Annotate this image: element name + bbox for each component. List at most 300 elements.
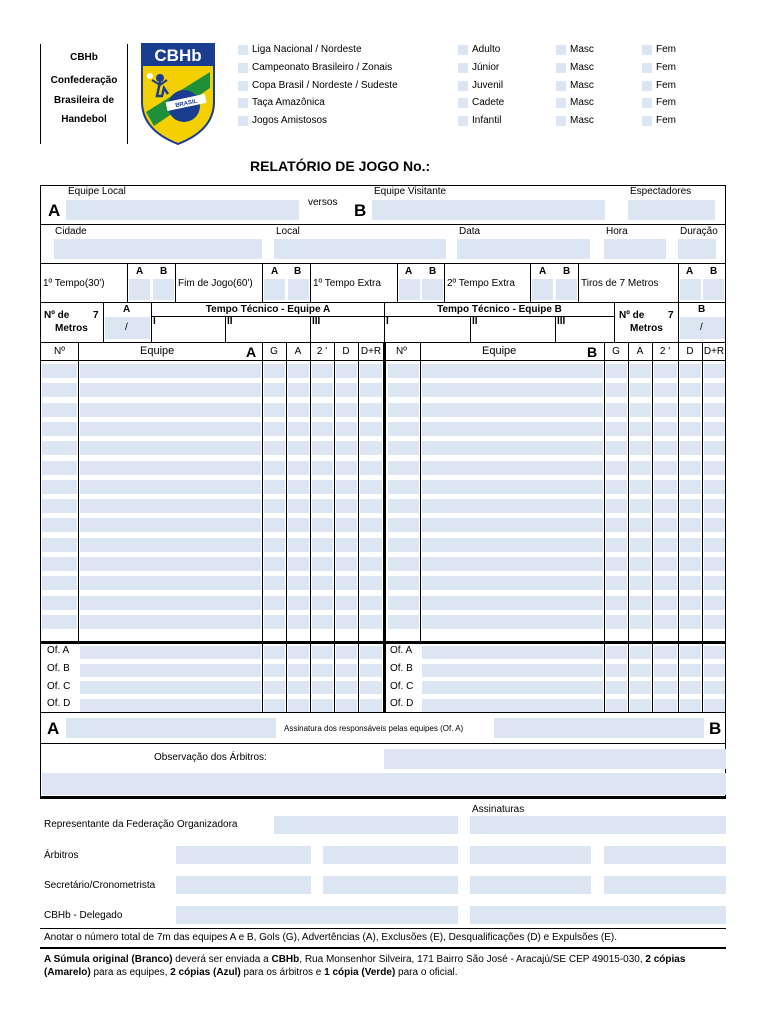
roster-cell[interactable] bbox=[288, 441, 309, 455]
roster-cell[interactable] bbox=[654, 557, 677, 571]
official-cell[interactable] bbox=[360, 681, 382, 694]
roster-cell[interactable] bbox=[80, 615, 261, 629]
official-cell[interactable] bbox=[680, 664, 701, 677]
roster-cell[interactable] bbox=[336, 403, 357, 417]
roster-cell[interactable] bbox=[336, 364, 357, 378]
roster-cell[interactable] bbox=[80, 422, 261, 436]
arbitros-sig-4[interactable] bbox=[604, 846, 726, 864]
roster-cell[interactable] bbox=[360, 518, 382, 532]
roster-cell[interactable] bbox=[630, 518, 651, 532]
roster-cell[interactable] bbox=[422, 557, 603, 571]
espectadores-field[interactable] bbox=[628, 200, 715, 220]
roster-cell[interactable] bbox=[42, 518, 77, 532]
roster-cell[interactable] bbox=[360, 461, 382, 475]
roster-cell[interactable] bbox=[680, 422, 701, 436]
roster-cell[interactable] bbox=[422, 596, 603, 610]
roster-cell[interactable] bbox=[360, 596, 382, 610]
roster-cell[interactable] bbox=[264, 403, 285, 417]
roster-cell[interactable] bbox=[606, 499, 627, 513]
roster-cell[interactable] bbox=[630, 615, 651, 629]
roster-cell[interactable] bbox=[388, 422, 419, 436]
roster-cell[interactable] bbox=[264, 364, 285, 378]
official-cell[interactable] bbox=[360, 699, 382, 712]
roster-cell[interactable] bbox=[606, 615, 627, 629]
roster-cell[interactable] bbox=[704, 441, 725, 455]
extra1-b-field[interactable] bbox=[422, 279, 443, 300]
roster-cell[interactable] bbox=[336, 383, 357, 397]
fim-a-field[interactable] bbox=[264, 279, 285, 300]
roster-cell[interactable] bbox=[680, 576, 701, 590]
official-cell[interactable] bbox=[80, 681, 261, 694]
roster-cell[interactable] bbox=[680, 538, 701, 552]
roster-cell[interactable] bbox=[422, 403, 603, 417]
roster-cell[interactable] bbox=[654, 383, 677, 397]
roster-cell[interactable] bbox=[264, 596, 285, 610]
competition-checkbox-3[interactable] bbox=[238, 81, 248, 91]
roster-cell[interactable] bbox=[680, 364, 701, 378]
roster-cell[interactable] bbox=[606, 538, 627, 552]
secretario-sig-1[interactable] bbox=[176, 876, 311, 894]
roster-cell[interactable] bbox=[654, 538, 677, 552]
roster-cell[interactable] bbox=[680, 596, 701, 610]
roster-cell[interactable] bbox=[312, 538, 333, 552]
masc-checkbox-5[interactable] bbox=[556, 116, 566, 126]
roster-cell[interactable] bbox=[680, 499, 701, 513]
roster-cell[interactable] bbox=[704, 422, 725, 436]
roster-cell[interactable] bbox=[264, 383, 285, 397]
roster-cell[interactable] bbox=[360, 615, 382, 629]
official-cell[interactable] bbox=[680, 681, 701, 694]
official-cell[interactable] bbox=[606, 646, 627, 659]
roster-cell[interactable] bbox=[630, 441, 651, 455]
official-cell[interactable] bbox=[360, 664, 382, 677]
roster-cell[interactable] bbox=[388, 499, 419, 513]
roster-cell[interactable] bbox=[42, 461, 77, 475]
delegado-sig-1[interactable] bbox=[176, 906, 458, 924]
roster-cell[interactable] bbox=[42, 364, 77, 378]
duracao-field[interactable] bbox=[678, 239, 716, 259]
roster-cell[interactable] bbox=[422, 499, 603, 513]
roster-cell[interactable] bbox=[336, 422, 357, 436]
official-cell[interactable] bbox=[630, 664, 651, 677]
roster-cell[interactable] bbox=[704, 557, 725, 571]
roster-cell[interactable] bbox=[42, 538, 77, 552]
category-checkbox-1[interactable] bbox=[458, 45, 468, 55]
roster-cell[interactable] bbox=[288, 461, 309, 475]
tiros-b-field[interactable] bbox=[703, 279, 724, 300]
roster-cell[interactable] bbox=[606, 596, 627, 610]
roster-cell[interactable] bbox=[654, 403, 677, 417]
roster-cell[interactable] bbox=[680, 403, 701, 417]
category-checkbox-5[interactable] bbox=[458, 116, 468, 126]
official-cell[interactable] bbox=[422, 646, 603, 659]
data-field[interactable] bbox=[457, 239, 590, 259]
masc-checkbox-1[interactable] bbox=[556, 45, 566, 55]
roster-cell[interactable] bbox=[80, 518, 261, 532]
roster-cell[interactable] bbox=[388, 364, 419, 378]
equipe-local-field[interactable] bbox=[66, 200, 299, 220]
roster-cell[interactable] bbox=[80, 499, 261, 513]
roster-cell[interactable] bbox=[654, 480, 677, 494]
official-cell[interactable] bbox=[360, 646, 382, 659]
roster-cell[interactable] bbox=[704, 538, 725, 552]
official-cell[interactable] bbox=[336, 664, 357, 677]
roster-cell[interactable] bbox=[606, 441, 627, 455]
roster-cell[interactable] bbox=[312, 461, 333, 475]
roster-cell[interactable] bbox=[606, 364, 627, 378]
roster-cell[interactable] bbox=[42, 403, 77, 417]
roster-cell[interactable] bbox=[264, 518, 285, 532]
roster-cell[interactable] bbox=[336, 441, 357, 455]
roster-cell[interactable] bbox=[704, 615, 725, 629]
secretario-sig-2[interactable] bbox=[323, 876, 458, 894]
roster-cell[interactable] bbox=[288, 576, 309, 590]
roster-cell[interactable] bbox=[388, 403, 419, 417]
roster-cell[interactable] bbox=[288, 403, 309, 417]
roster-cell[interactable] bbox=[654, 364, 677, 378]
roster-cell[interactable] bbox=[388, 538, 419, 552]
roster-cell[interactable] bbox=[654, 499, 677, 513]
official-cell[interactable] bbox=[288, 699, 309, 712]
obs-field-2[interactable] bbox=[42, 773, 726, 795]
roster-cell[interactable] bbox=[336, 576, 357, 590]
official-cell[interactable] bbox=[680, 699, 701, 712]
official-cell[interactable] bbox=[288, 681, 309, 694]
roster-cell[interactable] bbox=[312, 383, 333, 397]
roster-cell[interactable] bbox=[288, 383, 309, 397]
local-field[interactable] bbox=[274, 239, 446, 259]
roster-cell[interactable] bbox=[606, 403, 627, 417]
roster-cell[interactable] bbox=[704, 383, 725, 397]
extra2-a-field[interactable] bbox=[532, 279, 553, 300]
roster-cell[interactable] bbox=[80, 441, 261, 455]
official-cell[interactable] bbox=[422, 699, 603, 712]
roster-cell[interactable] bbox=[42, 383, 77, 397]
roster-cell[interactable] bbox=[606, 576, 627, 590]
roster-cell[interactable] bbox=[680, 615, 701, 629]
roster-cell[interactable] bbox=[422, 364, 603, 378]
official-cell[interactable] bbox=[264, 699, 285, 712]
roster-cell[interactable] bbox=[422, 480, 603, 494]
fem-checkbox-2[interactable] bbox=[642, 63, 652, 73]
roster-cell[interactable] bbox=[80, 576, 261, 590]
obs-field-1[interactable] bbox=[384, 749, 726, 769]
official-cell[interactable] bbox=[630, 699, 651, 712]
roster-cell[interactable] bbox=[288, 596, 309, 610]
tempo1-b-field[interactable] bbox=[153, 279, 174, 300]
roster-cell[interactable] bbox=[312, 499, 333, 513]
roster-cell[interactable] bbox=[680, 441, 701, 455]
roster-cell[interactable] bbox=[630, 576, 651, 590]
roster-cell[interactable] bbox=[288, 518, 309, 532]
roster-cell[interactable] bbox=[630, 499, 651, 513]
roster-cell[interactable] bbox=[654, 615, 677, 629]
representante-sig-1[interactable] bbox=[274, 816, 458, 834]
official-cell[interactable] bbox=[654, 681, 677, 694]
roster-cell[interactable] bbox=[654, 596, 677, 610]
official-cell[interactable] bbox=[630, 681, 651, 694]
official-cell[interactable] bbox=[288, 664, 309, 677]
roster-cell[interactable] bbox=[312, 364, 333, 378]
roster-cell[interactable] bbox=[388, 576, 419, 590]
signature-a-field[interactable] bbox=[66, 718, 276, 738]
official-cell[interactable] bbox=[264, 646, 285, 659]
competition-checkbox-5[interactable] bbox=[238, 116, 248, 126]
competition-checkbox-1[interactable] bbox=[238, 45, 248, 55]
roster-cell[interactable] bbox=[606, 461, 627, 475]
roster-cell[interactable] bbox=[704, 364, 725, 378]
roster-cell[interactable] bbox=[336, 538, 357, 552]
roster-cell[interactable] bbox=[654, 441, 677, 455]
roster-cell[interactable] bbox=[680, 557, 701, 571]
roster-cell[interactable] bbox=[312, 576, 333, 590]
roster-cell[interactable] bbox=[422, 518, 603, 532]
roster-cell[interactable] bbox=[422, 461, 603, 475]
roster-cell[interactable] bbox=[264, 480, 285, 494]
roster-cell[interactable] bbox=[606, 557, 627, 571]
roster-cell[interactable] bbox=[312, 422, 333, 436]
roster-cell[interactable] bbox=[336, 480, 357, 494]
roster-cell[interactable] bbox=[42, 557, 77, 571]
masc-checkbox-4[interactable] bbox=[556, 98, 566, 108]
roster-cell[interactable] bbox=[360, 441, 382, 455]
roster-cell[interactable] bbox=[654, 461, 677, 475]
roster-cell[interactable] bbox=[360, 557, 382, 571]
roster-cell[interactable] bbox=[630, 364, 651, 378]
roster-cell[interactable] bbox=[336, 557, 357, 571]
roster-cell[interactable] bbox=[80, 557, 261, 571]
report-number-field[interactable] bbox=[470, 156, 700, 174]
roster-cell[interactable] bbox=[312, 441, 333, 455]
roster-cell[interactable] bbox=[312, 557, 333, 571]
roster-cell[interactable] bbox=[680, 383, 701, 397]
official-cell[interactable] bbox=[80, 664, 261, 677]
roster-cell[interactable] bbox=[42, 596, 77, 610]
roster-cell[interactable] bbox=[388, 480, 419, 494]
roster-cell[interactable] bbox=[388, 518, 419, 532]
roster-cell[interactable] bbox=[312, 596, 333, 610]
official-cell[interactable] bbox=[630, 646, 651, 659]
roster-cell[interactable] bbox=[264, 441, 285, 455]
fem-checkbox-4[interactable] bbox=[642, 98, 652, 108]
fem-checkbox-1[interactable] bbox=[642, 45, 652, 55]
tempo1-a-field[interactable] bbox=[129, 279, 150, 300]
roster-cell[interactable] bbox=[704, 596, 725, 610]
roster-cell[interactable] bbox=[630, 596, 651, 610]
roster-cell[interactable] bbox=[680, 518, 701, 532]
roster-cell[interactable] bbox=[80, 461, 261, 475]
official-cell[interactable] bbox=[654, 699, 677, 712]
official-cell[interactable] bbox=[422, 681, 603, 694]
roster-cell[interactable] bbox=[704, 518, 725, 532]
roster-cell[interactable] bbox=[704, 576, 725, 590]
official-cell[interactable] bbox=[80, 699, 261, 712]
official-cell[interactable] bbox=[264, 681, 285, 694]
roster-cell[interactable] bbox=[336, 596, 357, 610]
roster-cell[interactable] bbox=[360, 538, 382, 552]
masc-checkbox-3[interactable] bbox=[556, 81, 566, 91]
category-checkbox-4[interactable] bbox=[458, 98, 468, 108]
roster-cell[interactable] bbox=[388, 615, 419, 629]
secretario-sig-3[interactable] bbox=[470, 876, 591, 894]
official-cell[interactable] bbox=[312, 681, 333, 694]
roster-cell[interactable] bbox=[704, 461, 725, 475]
roster-cell[interactable] bbox=[42, 615, 77, 629]
roster-cell[interactable] bbox=[288, 615, 309, 629]
roster-cell[interactable] bbox=[336, 461, 357, 475]
roster-cell[interactable] bbox=[606, 383, 627, 397]
official-cell[interactable] bbox=[288, 646, 309, 659]
representante-sig-2[interactable] bbox=[470, 816, 726, 834]
roster-cell[interactable] bbox=[704, 499, 725, 513]
roster-cell[interactable] bbox=[312, 518, 333, 532]
roster-cell[interactable] bbox=[80, 480, 261, 494]
roster-cell[interactable] bbox=[360, 499, 382, 513]
roster-cell[interactable] bbox=[336, 499, 357, 513]
roster-cell[interactable] bbox=[288, 557, 309, 571]
fim-b-field[interactable] bbox=[288, 279, 309, 300]
roster-cell[interactable] bbox=[264, 576, 285, 590]
roster-cell[interactable] bbox=[630, 461, 651, 475]
secretario-sig-4[interactable] bbox=[604, 876, 726, 894]
official-cell[interactable] bbox=[336, 646, 357, 659]
roster-cell[interactable] bbox=[80, 538, 261, 552]
roster-cell[interactable] bbox=[42, 499, 77, 513]
roster-cell[interactable] bbox=[312, 403, 333, 417]
roster-cell[interactable] bbox=[264, 499, 285, 513]
official-cell[interactable] bbox=[704, 646, 725, 659]
masc-checkbox-2[interactable] bbox=[556, 63, 566, 73]
official-cell[interactable] bbox=[80, 646, 261, 659]
roster-cell[interactable] bbox=[360, 576, 382, 590]
category-checkbox-3[interactable] bbox=[458, 81, 468, 91]
arbitros-sig-3[interactable] bbox=[470, 846, 591, 864]
extra2-b-field[interactable] bbox=[556, 279, 577, 300]
roster-cell[interactable] bbox=[654, 576, 677, 590]
roster-cell[interactable] bbox=[264, 422, 285, 436]
official-cell[interactable] bbox=[704, 699, 725, 712]
official-cell[interactable] bbox=[336, 699, 357, 712]
roster-cell[interactable] bbox=[388, 596, 419, 610]
roster-cell[interactable] bbox=[288, 538, 309, 552]
arbitros-sig-2[interactable] bbox=[323, 846, 458, 864]
roster-cell[interactable] bbox=[680, 461, 701, 475]
roster-cell[interactable] bbox=[288, 499, 309, 513]
roster-cell[interactable] bbox=[654, 518, 677, 532]
roster-cell[interactable] bbox=[422, 422, 603, 436]
roster-cell[interactable] bbox=[630, 557, 651, 571]
roster-cell[interactable] bbox=[388, 461, 419, 475]
official-cell[interactable] bbox=[312, 664, 333, 677]
roster-cell[interactable] bbox=[388, 557, 419, 571]
official-cell[interactable] bbox=[606, 699, 627, 712]
category-checkbox-2[interactable] bbox=[458, 63, 468, 73]
arbitros-sig-1[interactable] bbox=[176, 846, 311, 864]
roster-cell[interactable] bbox=[388, 383, 419, 397]
official-cell[interactable] bbox=[336, 681, 357, 694]
roster-cell[interactable] bbox=[630, 480, 651, 494]
roster-cell[interactable] bbox=[42, 422, 77, 436]
roster-cell[interactable] bbox=[360, 364, 382, 378]
official-cell[interactable] bbox=[654, 664, 677, 677]
roster-cell[interactable] bbox=[288, 364, 309, 378]
roster-cell[interactable] bbox=[704, 403, 725, 417]
official-cell[interactable] bbox=[704, 664, 725, 677]
roster-cell[interactable] bbox=[606, 480, 627, 494]
roster-cell[interactable] bbox=[630, 422, 651, 436]
roster-cell[interactable] bbox=[264, 615, 285, 629]
competition-checkbox-4[interactable] bbox=[238, 98, 248, 108]
official-cell[interactable] bbox=[704, 681, 725, 694]
roster-cell[interactable] bbox=[422, 615, 603, 629]
fem-checkbox-3[interactable] bbox=[642, 81, 652, 91]
roster-cell[interactable] bbox=[264, 538, 285, 552]
roster-cell[interactable] bbox=[312, 615, 333, 629]
roster-cell[interactable] bbox=[704, 480, 725, 494]
roster-cell[interactable] bbox=[264, 557, 285, 571]
roster-cell[interactable] bbox=[80, 383, 261, 397]
official-cell[interactable] bbox=[264, 664, 285, 677]
competition-checkbox-2[interactable] bbox=[238, 63, 248, 73]
roster-cell[interactable] bbox=[80, 596, 261, 610]
roster-cell[interactable] bbox=[422, 441, 603, 455]
roster-cell[interactable] bbox=[388, 441, 419, 455]
roster-cell[interactable] bbox=[42, 576, 77, 590]
roster-cell[interactable] bbox=[288, 422, 309, 436]
roster-cell[interactable] bbox=[422, 538, 603, 552]
roster-cell[interactable] bbox=[630, 538, 651, 552]
roster-cell[interactable] bbox=[360, 383, 382, 397]
roster-cell[interactable] bbox=[80, 403, 261, 417]
official-cell[interactable] bbox=[606, 664, 627, 677]
local-label: Local bbox=[276, 226, 300, 237]
roster-cell[interactable] bbox=[422, 576, 603, 590]
official-cell[interactable] bbox=[312, 646, 333, 659]
roster-cell[interactable] bbox=[312, 480, 333, 494]
official-cell[interactable] bbox=[680, 646, 701, 659]
signature-b-field[interactable] bbox=[494, 718, 704, 738]
roster-cell[interactable] bbox=[360, 422, 382, 436]
roster-cell[interactable] bbox=[654, 422, 677, 436]
roster-cell[interactable] bbox=[264, 461, 285, 475]
roster-cell[interactable] bbox=[630, 383, 651, 397]
roster-cell[interactable] bbox=[336, 615, 357, 629]
official-cell[interactable] bbox=[654, 646, 677, 659]
roster-cell[interactable] bbox=[680, 480, 701, 494]
roster-cell[interactable] bbox=[422, 383, 603, 397]
equipe-visitante-field[interactable] bbox=[372, 200, 605, 220]
roster-cell[interactable] bbox=[606, 422, 627, 436]
roster-cell[interactable] bbox=[288, 480, 309, 494]
roster-cell[interactable] bbox=[42, 441, 77, 455]
roster-cell[interactable] bbox=[336, 518, 357, 532]
roster-cell[interactable] bbox=[360, 403, 382, 417]
roster-cell[interactable] bbox=[606, 518, 627, 532]
official-cell[interactable] bbox=[312, 699, 333, 712]
cidade-field[interactable] bbox=[54, 239, 262, 259]
roster-cell[interactable] bbox=[630, 403, 651, 417]
official-cell[interactable] bbox=[422, 664, 603, 677]
hora-field[interactable] bbox=[604, 239, 666, 259]
extra1-a-field[interactable] bbox=[399, 279, 420, 300]
official-cell[interactable] bbox=[606, 681, 627, 694]
tiros-a-field[interactable] bbox=[680, 279, 701, 300]
roster-cell[interactable] bbox=[360, 480, 382, 494]
roster-cell[interactable] bbox=[80, 364, 261, 378]
roster-cell[interactable] bbox=[42, 480, 77, 494]
delegado-sig-2[interactable] bbox=[470, 906, 726, 924]
fem-checkbox-5[interactable] bbox=[642, 116, 652, 126]
